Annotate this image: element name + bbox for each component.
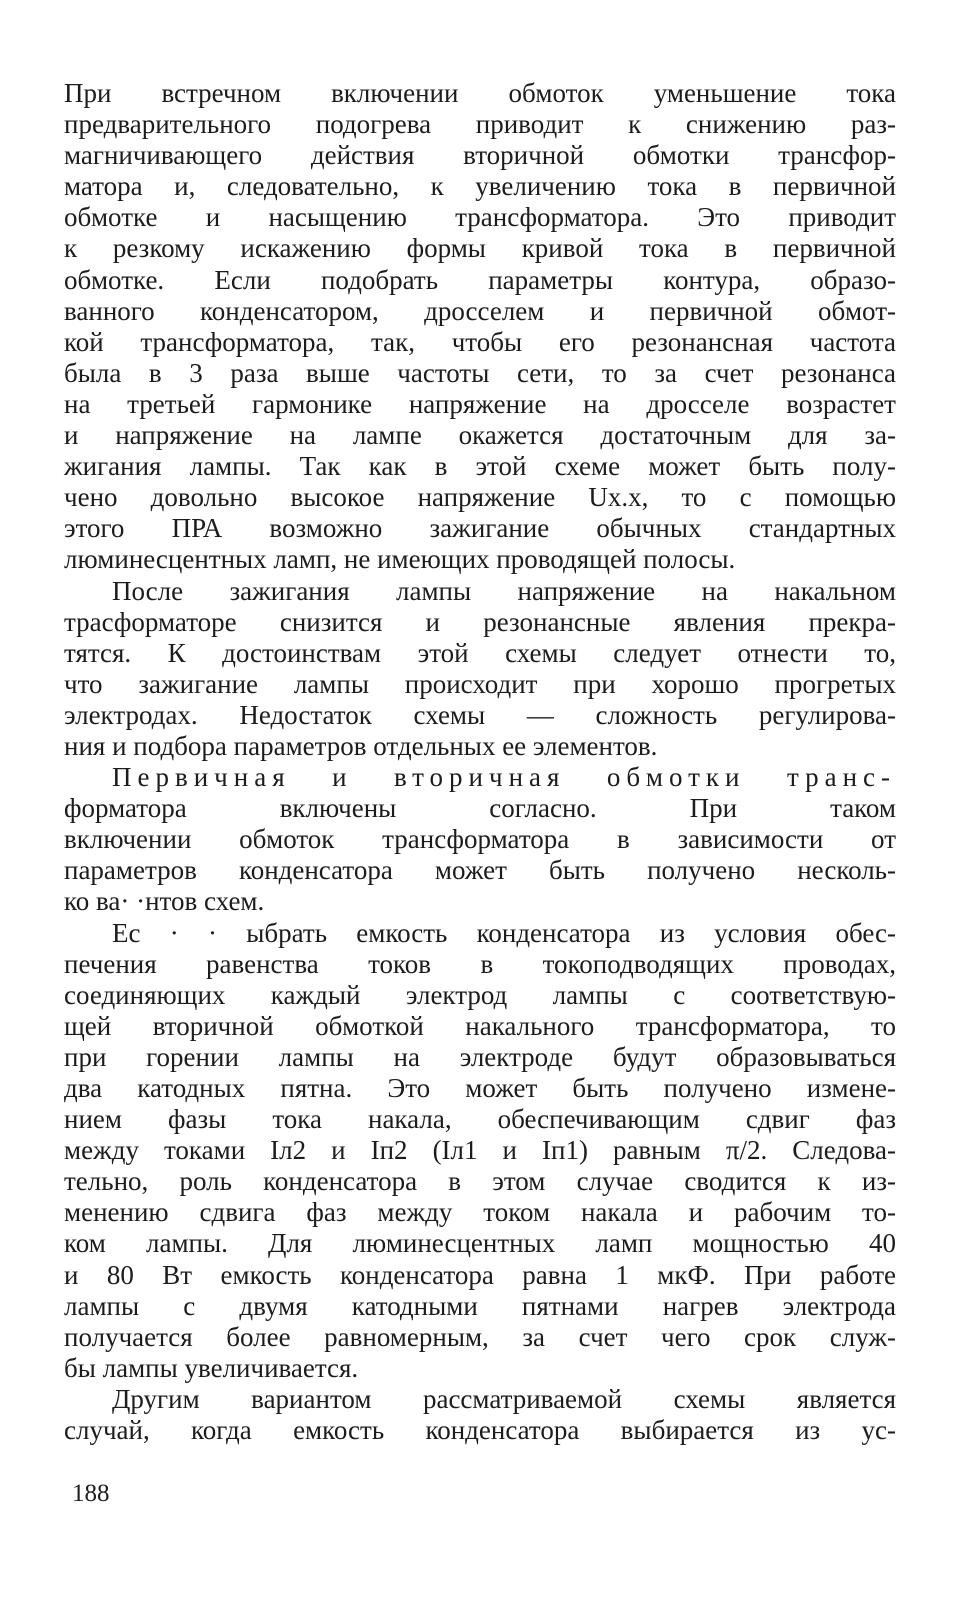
paragraph-1 <box>64 78 896 576</box>
text-line: чено довольно высокое напряжение Uх.х, то с помощью <box>64 482 896 513</box>
text-line: соединяющих каждый электрод лампы с соответствую- <box>64 979 896 1010</box>
text-line: матора и, следовательно, к увеличению тока в первичной <box>64 171 896 202</box>
text-line: при горении лампы на электроде будут образовываться <box>64 1041 896 1072</box>
text-line: параметров конденсатора может быть получено несколь- <box>64 855 896 886</box>
text-line: форматора включены согласно. При таком <box>64 793 896 824</box>
text-line: между токами Iл2 и Iп2 (Iл1 и Iп1) равным π/2. Следова- <box>64 1135 896 1166</box>
text-line: тельно, роль конденсатора в этом случае сводится к из- <box>64 1166 896 1197</box>
text-line: люминесцентных ламп, не имеющих проводящей полосы. <box>64 544 736 575</box>
text-line: магничивающего действия вторичной обмотки трансфор- <box>64 140 896 171</box>
text-line: и напряжение на лампе окажется достаточным для за- <box>64 420 896 451</box>
text-line: трасформаторе снизится и резонансные явления прекра- <box>64 606 896 637</box>
text-line: бы лампы увеличивается. <box>64 1352 359 1383</box>
text-line: ком лампы. Для люминесцентных ламп мощностью 40 <box>64 1228 896 1259</box>
paragraph-4 <box>64 918 896 1384</box>
text-line: жигания лампы. Так как в этой схеме может быть полу- <box>64 451 896 482</box>
text-line: предварительного подогрева приводит к снижению раз- <box>64 109 896 140</box>
text-line: менению сдвига фаз между током накала и рабочим то- <box>64 1197 896 1228</box>
text-line: Первичная и вторичная обмотки транс- <box>112 762 896 793</box>
page-body <box>64 78 896 1446</box>
text-line: и 80 Вт емкость конденсатора равна 1 мкФ. При работе <box>64 1259 896 1290</box>
text-line: получается более равномерным, за счет чего срок служ- <box>64 1321 896 1352</box>
text-line: на третьей гармонике напряжение на дросселе возрастет <box>64 388 896 419</box>
text-line: ния и подбора параметров отдельных ее элементов. <box>64 730 658 761</box>
text-line: этого ПРА возможно зажигание обычных стандартных <box>64 513 896 544</box>
text-line: При встречном включении обмоток уменьшение тока <box>64 78 896 108</box>
text-line: что зажигание лампы происходит при хорошо прогретых <box>64 668 896 699</box>
text-line: электродах. Недостаток схемы — сложность регулирова- <box>64 699 896 730</box>
text-line: была в 3 раза выше частоты сети, то за счет резонанса <box>64 357 896 388</box>
text-line: к резкому искажению формы кривой тока в первичной <box>64 233 896 264</box>
text-line: щей вторичной обмоткой накального трансформатора, то <box>64 1010 896 1041</box>
paragraph-2 <box>64 576 896 763</box>
text-line: обмотке и насыщению трансформатора. Это приводит <box>64 202 896 233</box>
text-line: два катодных пятна. Это может быть получено измене- <box>64 1073 896 1103</box>
text-line: включении обмоток трансформатора в зависимости от <box>64 824 896 855</box>
text-line: обмотке. Если подобрать параметры контура, образо- <box>64 264 896 295</box>
text-line: печения равенства токов в токоподводящих проводах, <box>64 948 896 979</box>
text-line: нием фазы тока накала, обеспечивающим сдвиг фаз <box>64 1104 896 1135</box>
text-line: ко ва· ·нтов схем. <box>64 886 265 917</box>
text-line: Другим вариантом рассматриваемой схемы является <box>112 1383 896 1414</box>
text-line: случай, когда емкость конденсатора выбирается из ус- <box>64 1415 896 1446</box>
text-line: кой трансформатора, так, чтобы его резонансная частота <box>64 326 896 357</box>
text-line: тятся. К достоинствам этой схемы следует отнести то, <box>64 637 896 668</box>
page-number: 188 <box>72 1480 110 1507</box>
paragraph-3 <box>64 762 896 917</box>
text-line: После зажигания лампы напряжение на накальном <box>112 575 896 606</box>
paragraph-5 <box>64 1384 896 1446</box>
text-line: ванного конденсатором, дросселем и первичной обмот- <box>64 295 896 326</box>
text-line: Ес · · ыбрать емкость конденсатора из условия обес- <box>112 917 896 948</box>
text-line: лампы с двумя катодными пятнами нагрев электрода <box>64 1290 896 1321</box>
